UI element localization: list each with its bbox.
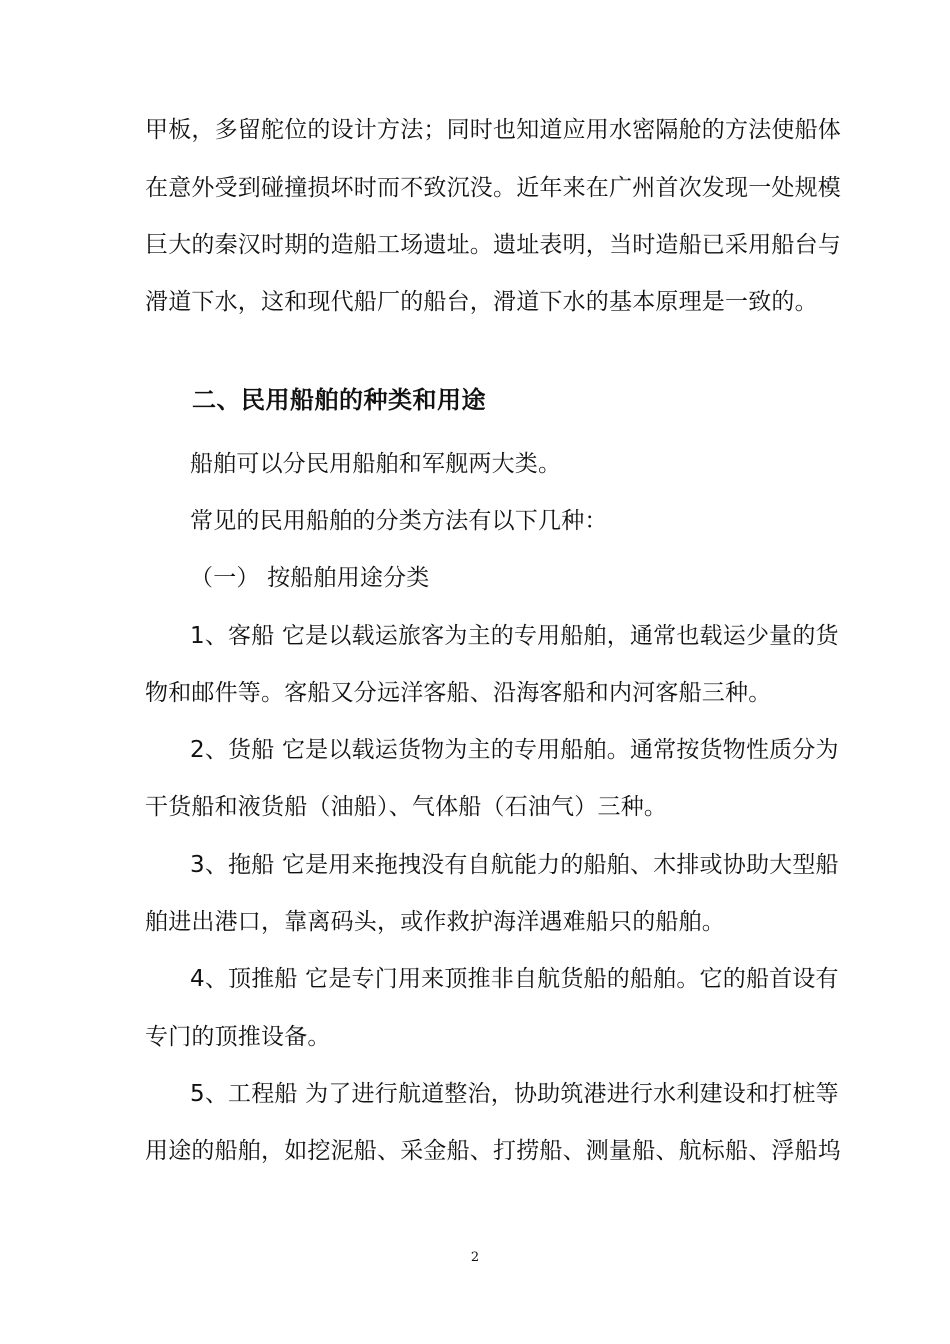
list-item-line: 专门的顶推设备。 bbox=[145, 1024, 331, 1050]
paragraph-line: 巨大的秦汉时期的造船工场遗址。遗址表明，当时造船已采用船台与 bbox=[145, 232, 841, 258]
list-item-line: 1、客船 它是以载运旅客为主的专用船舶，通常也载运少量的货 bbox=[190, 623, 839, 649]
list-item-line: 干货船和液货船（油船）、气体船（石油气）三种。 bbox=[145, 794, 668, 820]
paragraph-line: 在意外受到碰撞损坏时而不致沉没。近年来在广州首次发现一处规模 bbox=[145, 175, 841, 201]
paragraph-line: 滑道下水，这和现代船厂的船台，滑道下水的基本原理是一致的。 bbox=[145, 289, 818, 315]
paragraph-categories: 船舶可以分民用船舶和军舰两大类。 bbox=[190, 451, 562, 477]
list-item-line: 3、拖船 它是用来拖拽没有自航能力的船舶、木排或协助大型船 bbox=[190, 852, 839, 878]
subsection-heading: （一） 按船舶用途分类 bbox=[190, 565, 430, 591]
section-heading: 二、民用船舶的种类和用途 bbox=[192, 386, 486, 414]
list-item-line: 用途的船舶，如挖泥船、采金船、打捞船、测量船、航标船、浮船坞 bbox=[145, 1138, 841, 1164]
page-number: 2 bbox=[470, 1250, 480, 1265]
list-item-line: 舶进出港口，靠离码头，或作救护海洋遇难船只的船舶。 bbox=[145, 909, 725, 935]
list-item-line: 5、工程船 为了进行航道整治，协助筑港进行水利建设和打桩等 bbox=[190, 1081, 839, 1107]
paragraph-methods: 常见的民用船舶的分类方法有以下几种： bbox=[190, 508, 608, 534]
list-item-line: 2、货船 它是以载运货物为主的专用船舶。通常按货物性质分为 bbox=[190, 737, 839, 763]
list-item-line: 物和邮件等。客船又分远洋客船、沿海客船和内河客船三种。 bbox=[145, 680, 772, 706]
list-item-line: 4、顶推船 它是专门用来顶推非自航货船的船舶。它的船首设有 bbox=[190, 966, 839, 992]
paragraph-line: 甲板，多留舵位的设计方法；同时也知道应用水密隔舱的方法使船体 bbox=[145, 117, 841, 143]
